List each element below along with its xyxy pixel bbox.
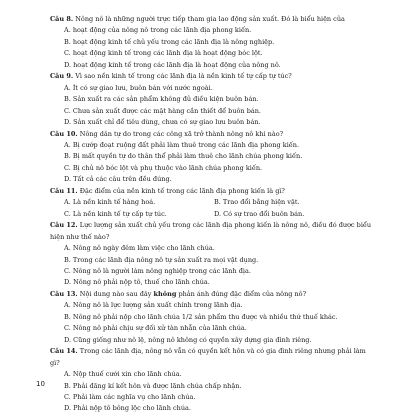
option-c: C. Phải làm các nghĩa vụ cho lãnh chúa. <box>64 392 196 401</box>
question-text: Câu 12. Lực lượng sản xuất chủ yếu trong các lãnh địa phong kiến là nông nô, điều đó được biểu hiện như thế nào? <box>50 221 372 241</box>
question-number: Câu 11. <box>50 186 78 195</box>
question-text: Câu 11. Đặc điểm của nền kinh tế trong các lãnh địa phong kiến là gì? <box>50 186 285 195</box>
option-d: D. Có sự trao đổi buôn bán. <box>214 209 305 218</box>
option-b: B. hoạt động kinh tế chủ yếu trong các lãnh địa là nông nghiệp. <box>64 37 275 46</box>
question-number: Câu 8. <box>50 15 74 23</box>
option-b: B. Phải đăng kí kết hôn và được lãnh chúa chấp nhận. <box>64 381 242 390</box>
option-b: B. Trong các lãnh địa nông nô tự sản xuất ra mọi vật dụng. <box>64 255 259 264</box>
option-a: A. Nộp thuế cưới xin cho lãnh chúa. <box>64 370 182 379</box>
option-b: B. Trao đổi bằng hiện vật. <box>214 198 300 207</box>
option-d: D. Tất cả các câu trên đều đúng. <box>64 175 172 184</box>
option-d: D. Sản xuất chỉ để tiêu dùng, chưa có sự giao lưu buôn bán. <box>64 118 261 127</box>
question-text: Câu 13. Nội dung nào sau đây không phản ánh đúng đặc điểm của nông nô? <box>50 289 307 298</box>
option-d: D. Phải nộp tô bông lộc cho lãnh chúa. <box>64 404 191 413</box>
option-c: C. Chưa sản xuất được các mặt hàng cần thiết để buôn bán. <box>64 106 261 115</box>
option-a: A. Bị cướp đoạt ruộng đất phải làm thuê trong các lãnh địa phong kiến. <box>64 140 300 149</box>
option-row <box>50 197 372 208</box>
question-9 <box>50 71 372 128</box>
question-12 <box>50 220 372 289</box>
question-number: Câu 13. <box>50 289 78 298</box>
question-list <box>50 14 372 415</box>
question-text: Câu 10. Nông dân tự do trong các công xã trở thành nông nô khi nào? <box>50 129 284 138</box>
option-a: A. Ít có sự giao lưu, buôn bán với nước ngoài. <box>64 83 213 92</box>
option-b: B. Bị mất quyền tự do thân thể phải làm thuê cho lãnh chúa phong kiến. <box>64 152 303 161</box>
option-a: A. Nông nô ngày đêm làm việc cho lãnh chúa. <box>64 244 215 253</box>
question-8 <box>50 14 372 71</box>
option-d: D. Cũng giống như nô lệ, nông nô không có quyền xây dựng gia đình riêng. <box>64 335 312 344</box>
option-a: A. Là nền kinh tế hàng hoá. <box>64 198 156 207</box>
option-c: C. Là nền kinh tế tự cấp tự túc. <box>64 209 167 218</box>
option-c: C. Bị chủ nô bóc lột và phụ thuộc vào lãnh chúa phong kiến. <box>64 163 263 172</box>
page-number: 10 <box>36 380 45 388</box>
question-10 <box>50 129 372 186</box>
option-c: C. Nông nô là người làm nông nghiệp trong các lãnh địa. <box>64 266 251 275</box>
option-b: B. Sản xuất ra các sản phẩm không đủ điều kiện buôn bán. <box>64 95 259 104</box>
question-text: Câu 8. Nông nô là những người trực tiếp tham gia lao động sản xuất. Đó là biểu hiện của <box>50 15 345 23</box>
option-d: D. hoạt động kinh tế trong các lãnh địa là hoạt động của nông nô. <box>64 60 281 69</box>
question-14 <box>50 346 372 415</box>
option-d: D. Nông nô phải nộp tô, thuế cho lãnh chúa. <box>64 278 210 287</box>
question-number: Câu 14. <box>50 347 78 356</box>
question-text: Câu 14. Trong các lãnh địa, nông nô vẫn có quyền kết hôn và có gia đình riêng nhưng phải làm gì? <box>50 347 366 367</box>
option-a: A. Nông nô là lực lượng sản xuất chính trong lãnh địa. <box>64 301 243 310</box>
option-a: A. hoạt động của nông nô trong các lãnh địa phong kiến. <box>64 26 252 35</box>
emphasis-keyword: không <box>153 289 177 298</box>
question-number: Câu 10. <box>50 129 78 138</box>
question-number: Câu 9. <box>50 72 74 81</box>
question-text: Câu 9. Vì sao nền kinh tế trong các lãnh địa là nền kinh tế tự cấp tự túc? <box>50 72 292 81</box>
option-c: C. hoạt động kinh tế trong các lãnh địa là hoạt động bóc lột. <box>64 49 263 58</box>
option-b: B. Nông nô phải nộp cho lãnh chúa 1/2 sản phẩm thu được và nhiều thứ thuế khác. <box>64 312 338 321</box>
question-number: Câu 12. <box>50 221 78 230</box>
option-c: C. Nông nô phải chịu sự đối xử tàn nhẫn của lãnh chúa. <box>64 324 247 333</box>
question-13 <box>50 289 372 346</box>
question-11 <box>50 186 372 220</box>
option-row <box>50 209 372 220</box>
